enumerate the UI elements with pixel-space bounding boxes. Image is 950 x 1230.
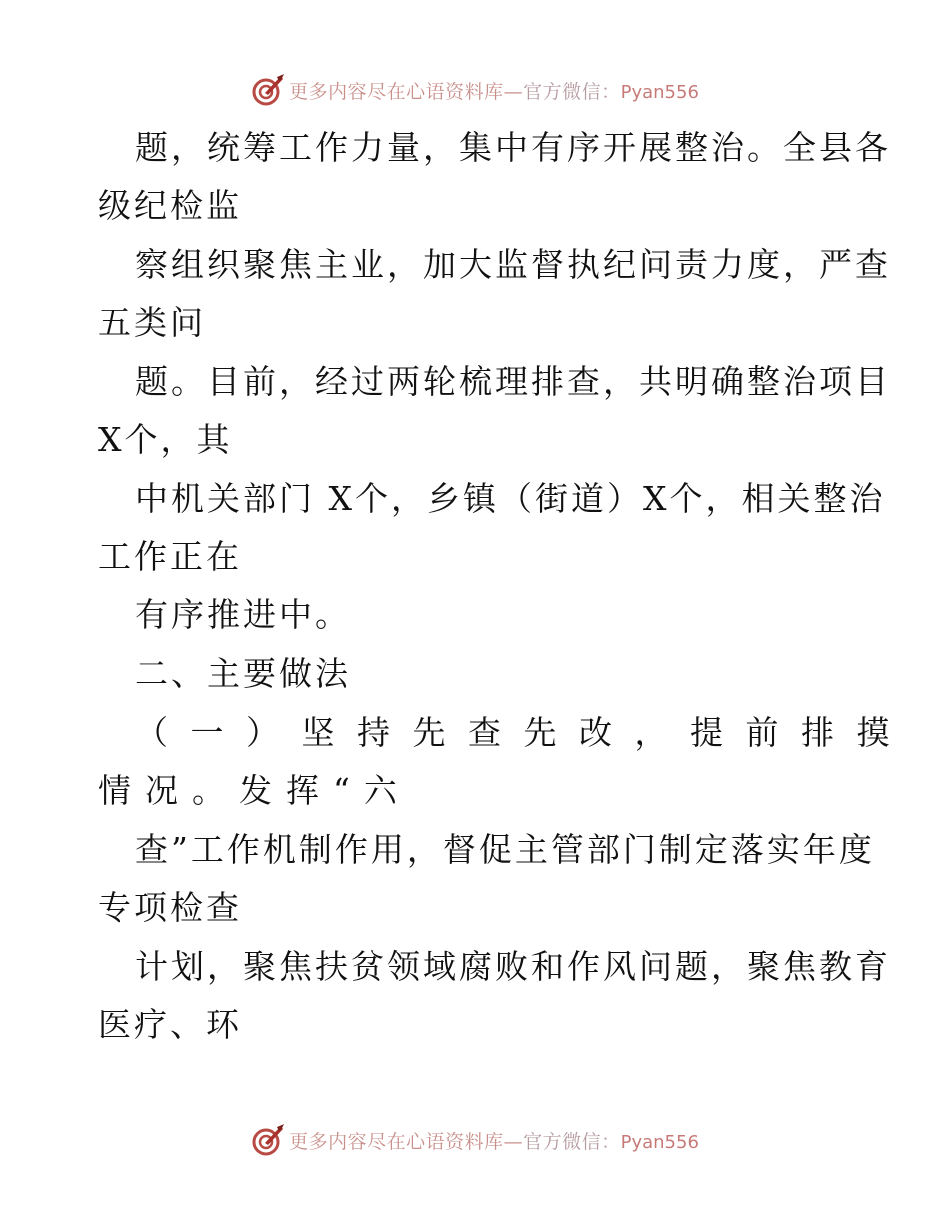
- watermark-dash: —: [503, 80, 524, 103]
- text-line: 察组织聚焦主业，加大监督执纪问责力度，严查: [135, 245, 891, 284]
- text-line: 查”工作机制作用，督促主管部门制定落实年度: [135, 830, 875, 869]
- watermark-wechat-id: Pyan556: [620, 1131, 699, 1153]
- quill-logo-icon: [251, 73, 285, 107]
- text-line: 计划，聚焦扶贫领域腐败和作风问题，聚焦教育: [135, 947, 891, 986]
- text-line: 五类问: [98, 303, 206, 342]
- section-heading: 二、主要做法: [135, 654, 351, 693]
- subsection-heading: （一）坚持先查先改，提前排摸: [135, 713, 912, 752]
- watermark-text: [289, 1127, 699, 1154]
- watermark-wechat-label: 官方微信：: [523, 1130, 621, 1153]
- text-line: 中机关部门 X个，乡镇（街道）X个，相关整治: [135, 479, 886, 518]
- text-line: 专项检查: [98, 888, 242, 927]
- watermark-wechat-label: 官方微信：: [523, 80, 621, 103]
- text-line: X个，其: [98, 420, 233, 459]
- text-line: 情况。发挥“六: [98, 771, 411, 810]
- watermark-site-text: 更多内容尽在心语资料库: [289, 1130, 504, 1153]
- footer-watermark: [0, 1120, 950, 1160]
- text-line: 医疗、环: [98, 1005, 242, 1044]
- header-watermark: [0, 70, 950, 110]
- text-line: 级纪检监: [98, 186, 242, 225]
- text-line: 题，统筹工作力量，集中有序开展整治。全县各: [135, 128, 891, 167]
- watermark-site-text: 更多内容尽在心语资料库: [289, 80, 504, 103]
- watermark-dash: —: [503, 1130, 524, 1153]
- watermark-text: [289, 77, 699, 104]
- text-line: 题。目前，经过两轮梳理排查，共明确整治项目: [135, 362, 891, 401]
- text-line: 有序推进中。: [135, 595, 351, 634]
- quill-logo-icon: [251, 1123, 285, 1157]
- watermark-wechat-id: Pyan556: [620, 81, 699, 103]
- text-line: 工作正在: [98, 537, 242, 576]
